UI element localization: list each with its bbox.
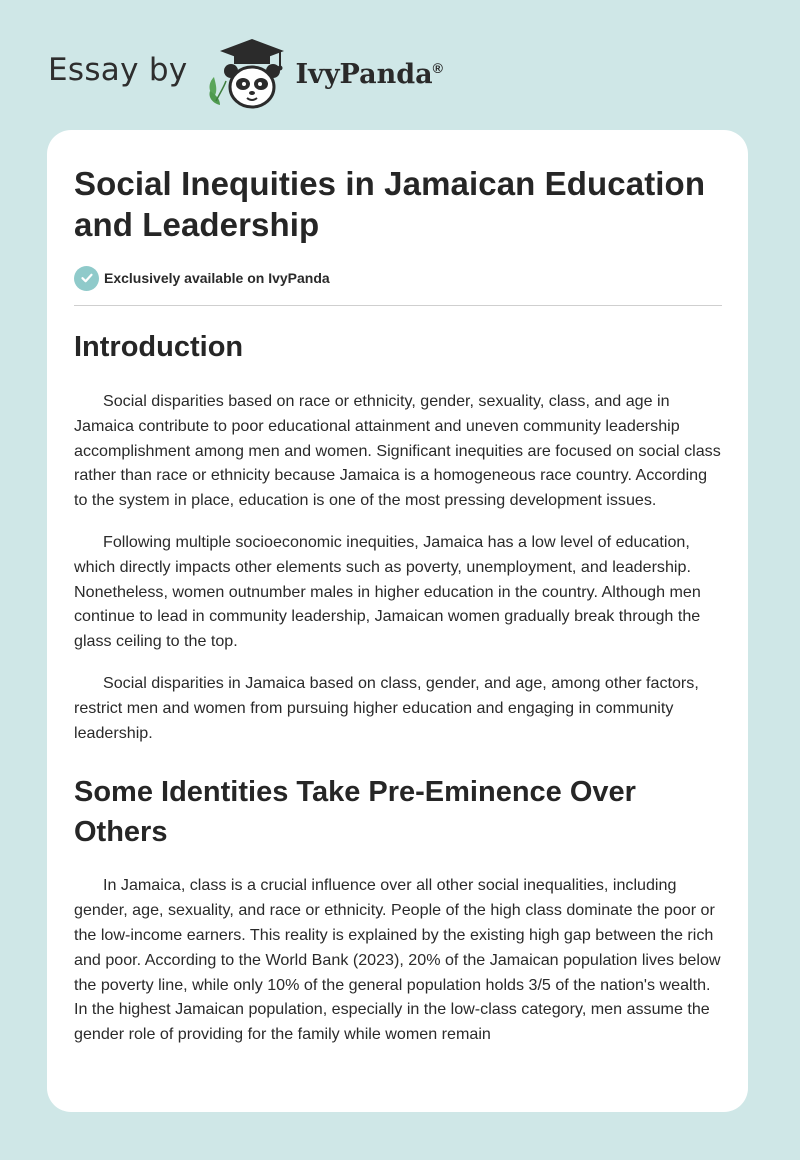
brand-prefix: Essay by <box>48 52 188 88</box>
essay-card <box>47 130 748 1112</box>
exclusive-label: Exclusively available on IvyPanda <box>104 270 330 286</box>
title-divider <box>74 305 722 306</box>
section-heading: Some Identities Take Pre-Eminence Over Others <box>74 776 636 849</box>
paragraph: Social disparities based on race or ethnicity, gender, sexuality, class, and age in Jamaica contribute to poor educational attainment and uneven community leadership accomplishment among men and women. Significant inequities are focused on social class rather than race or ethnicity because Jamaica is a homogeneous race country. According to the system in place, education is one of the most pressing development issues. <box>74 392 721 510</box>
page-title: Social Inequities in Jamaican Education and Leadership <box>74 165 706 243</box>
site-header <box>48 34 443 114</box>
brand-name[interactable] <box>296 59 443 90</box>
paragraph: Social disparities in Jamaica based on class, gender, and age, among other factors, restrict men and women from pursuing higher education and engaging in community leadership. <box>74 673 699 742</box>
brand-name-text: IvyPanda <box>295 58 433 90</box>
registered-mark: ® <box>432 59 443 76</box>
exclusive-badge <box>74 265 722 291</box>
section-identities <box>74 772 722 1047</box>
paragraph: Following multiple socioeconomic inequities, Jamaica has a low level of education, which directly impacts other elements such as poverty, unemployment, and leadership. Nonetheless, women outnumber males in higher education in the country. Although men continue to lead in community leadership, Jamaican women gradually break through the glass ceiling to the top. <box>74 532 701 651</box>
panda-graduation-cap-icon[interactable] <box>200 35 292 113</box>
check-icon <box>74 266 99 291</box>
section-introduction <box>74 327 722 745</box>
section-heading: Introduction <box>74 331 244 363</box>
paragraph: In Jamaica, class is a crucial influence over all other social inequalities, including gender, age, sexuality, and race or ethnicity. People of the high class dominate the poor or the low-income earners. This reality is explained by the existing high gap between the rich and poor. According to the World Bank (2023), 20% of the Jamaican population lives below the poverty line, while only 10% of the general population holds 3/5 of the nation's wealth. In the highest Jamaican population, especially in the low-class category, men assume the gender role of providing for the family while women remain <box>74 876 721 1044</box>
